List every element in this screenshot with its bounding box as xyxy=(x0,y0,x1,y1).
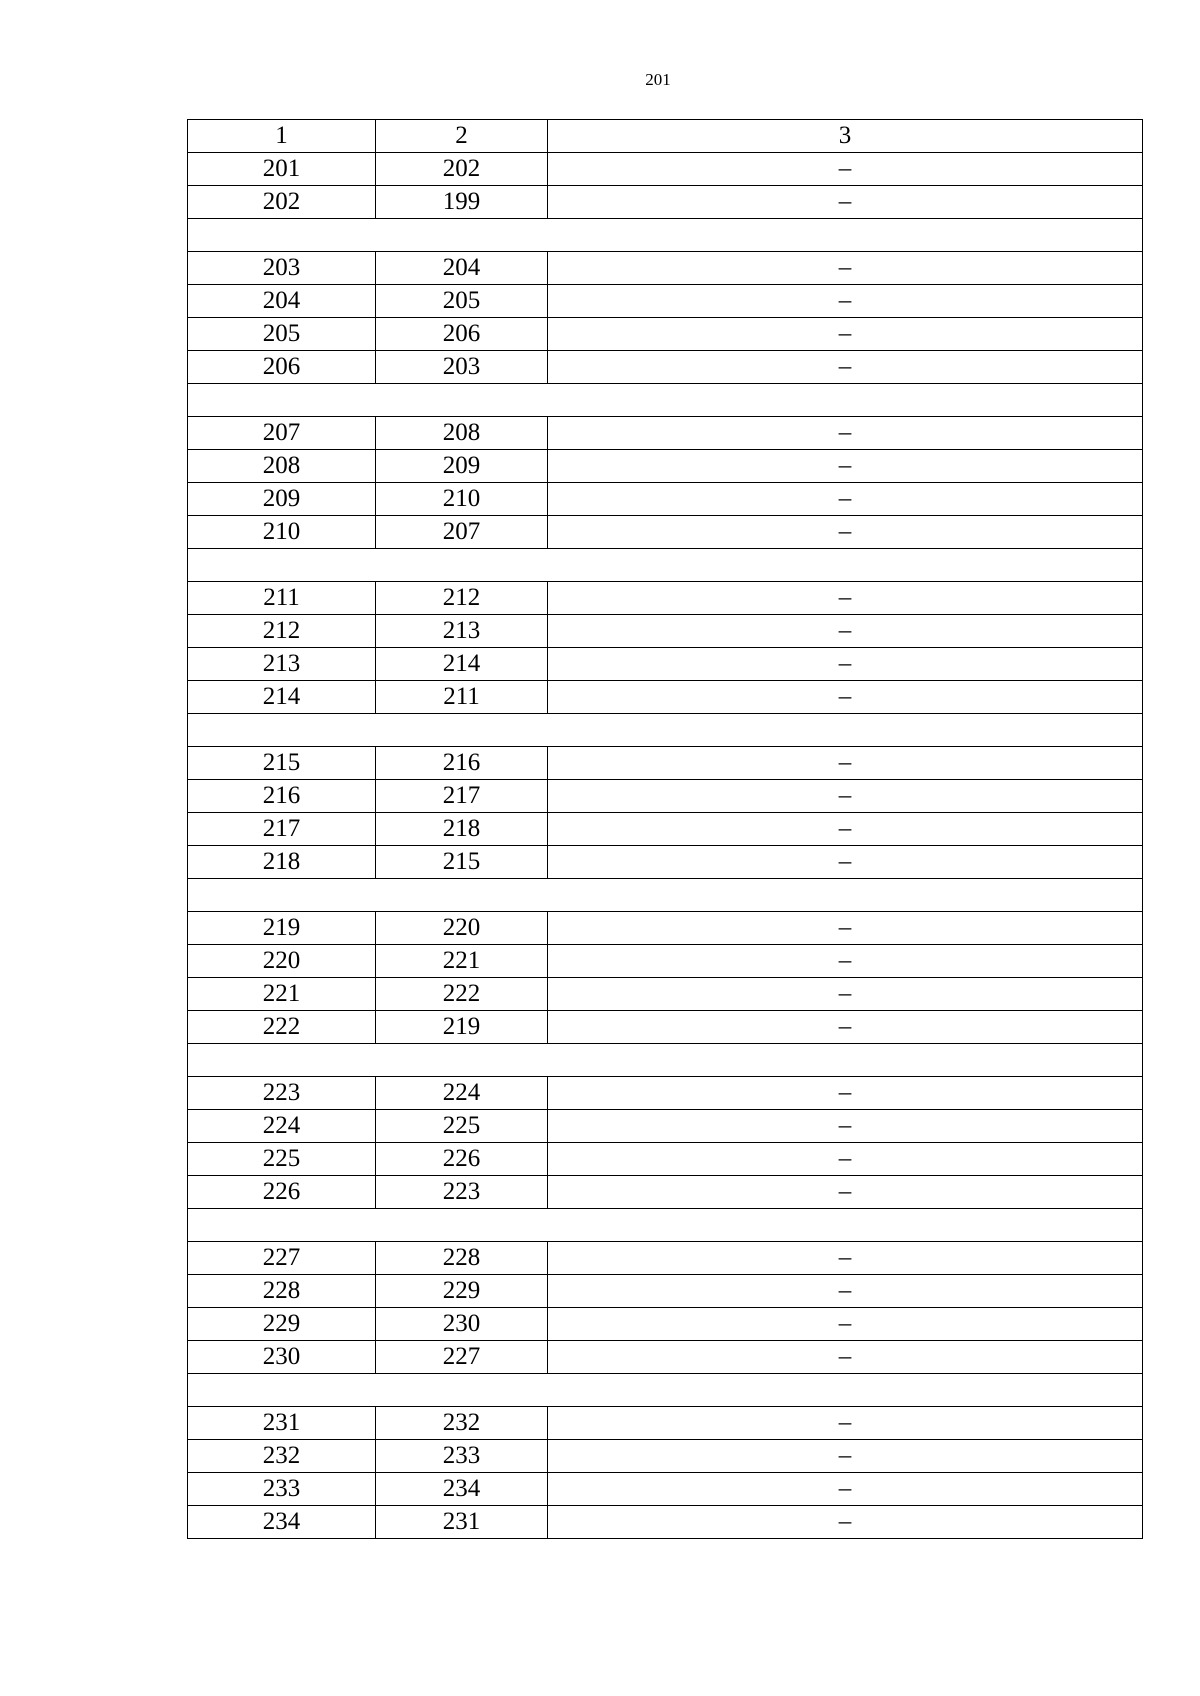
table-cell-col-3: – xyxy=(548,186,1143,219)
table-cell-col-3: – xyxy=(548,1275,1143,1308)
table-row xyxy=(188,1143,1143,1176)
table-row xyxy=(188,1506,1143,1539)
table-cell-col-2: 218 xyxy=(376,813,548,846)
table-cell-col-3: – xyxy=(548,1308,1143,1341)
table-cell-col-2: 213 xyxy=(376,615,548,648)
table-row xyxy=(188,813,1143,846)
table-row xyxy=(188,516,1143,549)
table-cell-col-2: 217 xyxy=(376,780,548,813)
table-cell-col-2: 214 xyxy=(376,648,548,681)
table-cell-col-1: 221 xyxy=(188,978,376,1011)
table-cell-col-2: 233 xyxy=(376,1440,548,1473)
table-cell-col-3: – xyxy=(548,648,1143,681)
group-separator-row xyxy=(188,879,1143,912)
table-cell-col-2: 227 xyxy=(376,1341,548,1374)
table-row xyxy=(188,747,1143,780)
table-cell-col-1: 231 xyxy=(188,1407,376,1440)
table-row xyxy=(188,1077,1143,1110)
group-separator-row xyxy=(188,1209,1143,1242)
table-cell-col-3: – xyxy=(548,351,1143,384)
group-separator-row xyxy=(188,1374,1143,1407)
separator-cell xyxy=(188,219,1143,252)
table-cell-col-3: – xyxy=(548,681,1143,714)
table-cell-col-3: – xyxy=(548,318,1143,351)
table-cell-col-3: – xyxy=(548,483,1143,516)
table-cell-col-2: 228 xyxy=(376,1242,548,1275)
table-cell-col-1: 219 xyxy=(188,912,376,945)
table-cell-col-3: – xyxy=(548,450,1143,483)
table-row xyxy=(188,846,1143,879)
table-cell-col-1: 232 xyxy=(188,1440,376,1473)
table-row xyxy=(188,582,1143,615)
table-cell-col-1: 212 xyxy=(188,615,376,648)
table-row xyxy=(188,1473,1143,1506)
table-cell-col-3: – xyxy=(548,1110,1143,1143)
table-cell-col-1: 224 xyxy=(188,1110,376,1143)
table-header-row xyxy=(188,120,1143,153)
table-cell-col-3: – xyxy=(548,1506,1143,1539)
table-cell-col-3: – xyxy=(548,615,1143,648)
table-cell-col-3: – xyxy=(548,1011,1143,1044)
table-row xyxy=(188,1407,1143,1440)
table-row xyxy=(188,186,1143,219)
table-row xyxy=(188,252,1143,285)
table-cell-col-1: 213 xyxy=(188,648,376,681)
table-cell-col-3: – xyxy=(548,1341,1143,1374)
table-cell-col-1: 208 xyxy=(188,450,376,483)
table-row xyxy=(188,978,1143,1011)
table-cell-col-1: 211 xyxy=(188,582,376,615)
table-cell-col-1: 234 xyxy=(188,1506,376,1539)
table-cell-col-3: – xyxy=(548,912,1143,945)
separator-cell xyxy=(188,879,1143,912)
table-cell-col-2: 216 xyxy=(376,747,548,780)
table-cell-col-1: 204 xyxy=(188,285,376,318)
table-cell-col-2: 210 xyxy=(376,483,548,516)
group-separator-row xyxy=(188,219,1143,252)
table-row xyxy=(188,1275,1143,1308)
table-row xyxy=(188,780,1143,813)
table-cell-col-3: – xyxy=(548,153,1143,186)
separator-cell xyxy=(188,1374,1143,1407)
table-cell-col-2: 199 xyxy=(376,186,548,219)
data-table xyxy=(187,119,1143,1539)
table-cell-col-1: 223 xyxy=(188,1077,376,1110)
table-cell-col-1: 210 xyxy=(188,516,376,549)
table-cell-col-1: 228 xyxy=(188,1275,376,1308)
table-cell-col-2: 225 xyxy=(376,1110,548,1143)
table-cell-col-3: – xyxy=(548,780,1143,813)
table-cell-col-3: – xyxy=(548,285,1143,318)
table-cell-col-2: 232 xyxy=(376,1407,548,1440)
table-row xyxy=(188,615,1143,648)
table-row xyxy=(188,1242,1143,1275)
table-cell-col-2: 212 xyxy=(376,582,548,615)
table-cell-col-2: 205 xyxy=(376,285,548,318)
table-cell-col-2: 231 xyxy=(376,1506,548,1539)
separator-cell xyxy=(188,1209,1143,1242)
table-cell-col-3: – xyxy=(548,516,1143,549)
table-cell-col-1: 214 xyxy=(188,681,376,714)
table-cell-col-2: 222 xyxy=(376,978,548,1011)
table-cell-col-2: 203 xyxy=(376,351,548,384)
header-cell-3: 3 xyxy=(548,120,1143,153)
table-cell-col-1: 209 xyxy=(188,483,376,516)
table-row xyxy=(188,1308,1143,1341)
table-cell-col-3: – xyxy=(548,1473,1143,1506)
table-row xyxy=(188,648,1143,681)
table-cell-col-3: – xyxy=(548,813,1143,846)
table-row xyxy=(188,1110,1143,1143)
table-cell-col-2: 206 xyxy=(376,318,548,351)
table-cell-col-2: 215 xyxy=(376,846,548,879)
header-cell-1: 1 xyxy=(188,120,376,153)
group-separator-row xyxy=(188,384,1143,417)
table-cell-col-2: 208 xyxy=(376,417,548,450)
table-row xyxy=(188,681,1143,714)
table-cell-col-3: – xyxy=(548,252,1143,285)
table-cell-col-1: 206 xyxy=(188,351,376,384)
table-cell-col-1: 222 xyxy=(188,1011,376,1044)
table-cell-col-1: 207 xyxy=(188,417,376,450)
table-cell-col-3: – xyxy=(548,747,1143,780)
table-cell-col-2: 226 xyxy=(376,1143,548,1176)
table-cell-col-2: 220 xyxy=(376,912,548,945)
table-cell-col-1: 205 xyxy=(188,318,376,351)
table-cell-col-1: 202 xyxy=(188,186,376,219)
table-row xyxy=(188,285,1143,318)
table-cell-col-1: 220 xyxy=(188,945,376,978)
group-separator-row xyxy=(188,714,1143,747)
table-row xyxy=(188,450,1143,483)
page-number: 201 xyxy=(645,70,671,89)
table-cell-col-2: 230 xyxy=(376,1308,548,1341)
table-cell-col-3: – xyxy=(548,945,1143,978)
table-cell-col-1: 218 xyxy=(188,846,376,879)
separator-cell xyxy=(188,549,1143,582)
separator-cell xyxy=(188,714,1143,747)
table-cell-col-1: 216 xyxy=(188,780,376,813)
table-cell-col-1: 229 xyxy=(188,1308,376,1341)
table-cell-col-2: 202 xyxy=(376,153,548,186)
table-cell-col-3: – xyxy=(548,1077,1143,1110)
table-row xyxy=(188,945,1143,978)
table-cell-col-3: – xyxy=(548,1143,1143,1176)
table-cell-col-3: – xyxy=(548,978,1143,1011)
table-row xyxy=(188,318,1143,351)
group-separator-row xyxy=(188,549,1143,582)
table-row xyxy=(188,1176,1143,1209)
table-cell-col-2: 223 xyxy=(376,1176,548,1209)
table-row xyxy=(188,1341,1143,1374)
table-cell-col-2: 224 xyxy=(376,1077,548,1110)
table-cell-col-2: 207 xyxy=(376,516,548,549)
table-cell-col-3: – xyxy=(548,1176,1143,1209)
table-cell-col-3: – xyxy=(548,1242,1143,1275)
table-body xyxy=(188,120,1143,1539)
table-cell-col-3: – xyxy=(548,1440,1143,1473)
table-cell-col-2: 219 xyxy=(376,1011,548,1044)
table-cell-col-3: – xyxy=(548,417,1143,450)
table-cell-col-1: 203 xyxy=(188,252,376,285)
table-cell-col-2: 234 xyxy=(376,1473,548,1506)
table-cell-col-2: 229 xyxy=(376,1275,548,1308)
table-cell-col-1: 226 xyxy=(188,1176,376,1209)
table-row xyxy=(188,417,1143,450)
table-cell-col-3: – xyxy=(548,846,1143,879)
table-row xyxy=(188,483,1143,516)
table-cell-col-1: 215 xyxy=(188,747,376,780)
table-row xyxy=(188,351,1143,384)
separator-cell xyxy=(188,1044,1143,1077)
table-cell-col-2: 221 xyxy=(376,945,548,978)
table-cell-col-3: – xyxy=(548,1407,1143,1440)
table-cell-col-1: 217 xyxy=(188,813,376,846)
group-separator-row xyxy=(188,1044,1143,1077)
table-cell-col-2: 209 xyxy=(376,450,548,483)
table-cell-col-1: 201 xyxy=(188,153,376,186)
table-cell-col-1: 230 xyxy=(188,1341,376,1374)
table-row xyxy=(188,153,1143,186)
header-cell-2: 2 xyxy=(376,120,548,153)
table-row xyxy=(188,1440,1143,1473)
table-cell-col-2: 204 xyxy=(376,252,548,285)
table-cell-col-1: 227 xyxy=(188,1242,376,1275)
table-cell-col-1: 225 xyxy=(188,1143,376,1176)
table-cell-col-1: 233 xyxy=(188,1473,376,1506)
table-row xyxy=(188,912,1143,945)
table-cell-col-3: – xyxy=(548,582,1143,615)
table-cell-col-2: 211 xyxy=(376,681,548,714)
table-row xyxy=(188,1011,1143,1044)
separator-cell xyxy=(188,384,1143,417)
